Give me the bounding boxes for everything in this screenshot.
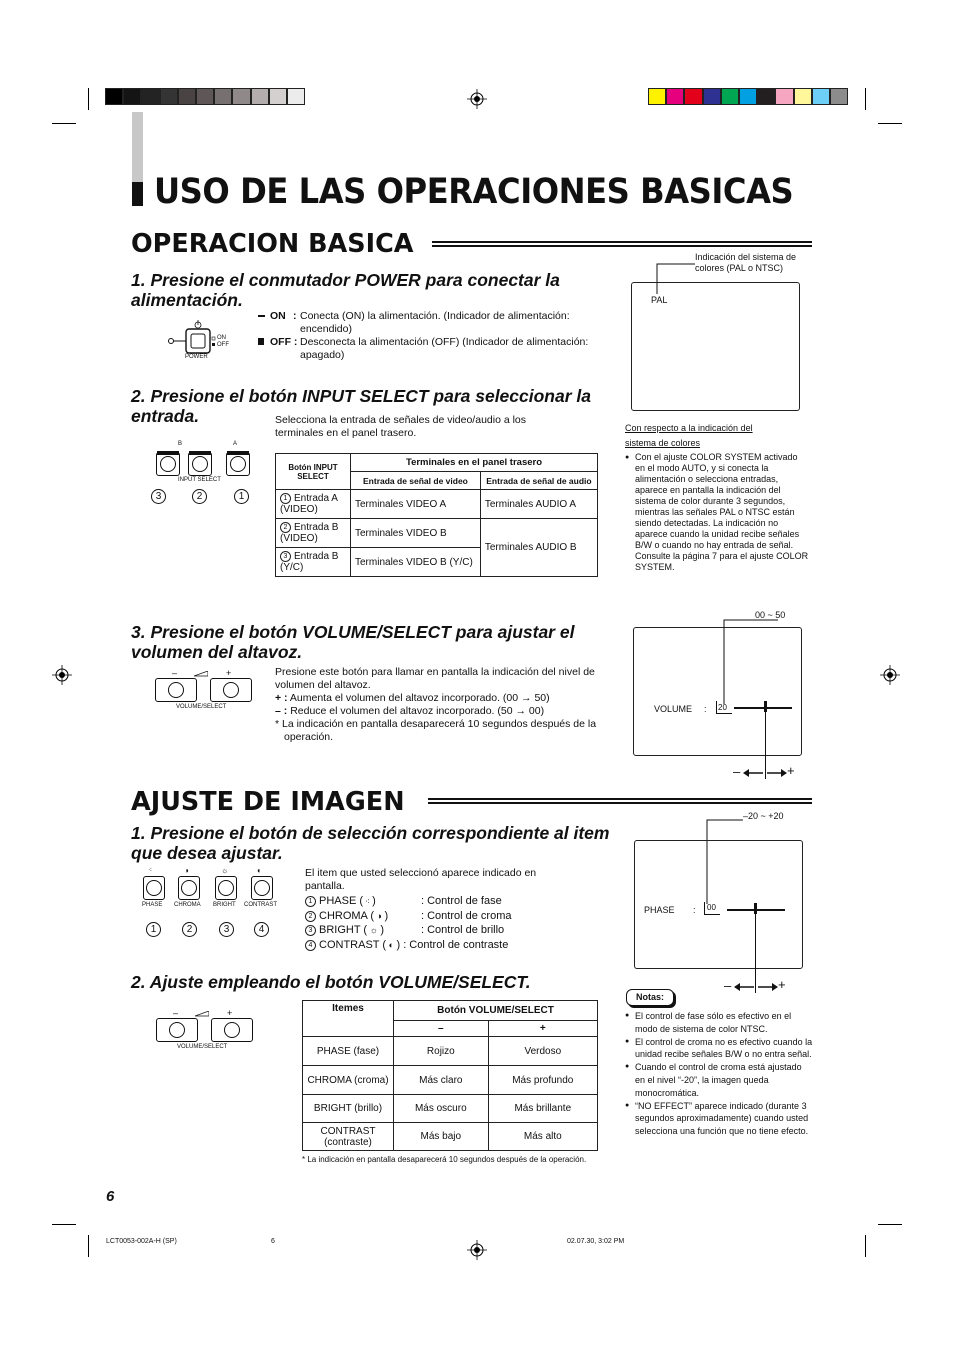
item-name: BRIGHT ( <box>319 924 368 936</box>
on-indicator-icon <box>258 315 265 317</box>
crop-mark <box>88 1235 89 1257</box>
input-button-3[interactable] <box>156 452 180 476</box>
table-header: Entrada de señal de audio <box>480 472 597 490</box>
off-key: OFF : <box>270 336 298 348</box>
footer-right: 02.07.30, 3:02 PM <box>567 1238 625 1245</box>
note-item: ● El control de croma no es efectivo cuando la unidad recibe señales B/W o no entra señal. <box>625 1036 813 1062</box>
section2-step2-title: 2. Ajuste empleando el botón VOLUME/SELECT. <box>131 972 531 992</box>
phase-osd-label: PHASE <box>644 905 675 915</box>
callout-number: 2 <box>182 922 197 937</box>
color-swatch <box>830 88 848 105</box>
on-key: ON <box>270 310 286 322</box>
item-number: 4 <box>305 940 316 951</box>
table-header: Botón VOLUME/SELECT <box>394 1001 598 1021</box>
section2-step1-title: 1. Presione el botón de selección correspondiente al item que desea ajustar. <box>131 823 610 863</box>
step1-title: 1. Presione el conmutador POWER para conectar la alimentación. <box>131 270 560 310</box>
section-heading-operacion-basica: OPERACION BASICA <box>131 229 414 259</box>
item-close: ) <box>372 895 376 907</box>
minus-label: – <box>173 1008 179 1018</box>
volume-value: 20 <box>718 703 727 712</box>
arrow-plus: + <box>787 763 795 778</box>
plus-label: + <box>227 1008 233 1018</box>
crop-mark <box>52 1224 76 1225</box>
table-header: – <box>394 1021 489 1037</box>
section-rule <box>428 798 812 804</box>
item-close: ) <box>384 909 389 922</box>
page-number: 6 <box>106 1188 115 1205</box>
input-select-diagram <box>148 440 253 506</box>
cell: Terminales AUDIO A <box>480 490 597 519</box>
pal-text: PAL <box>651 295 668 305</box>
item-number: 1 <box>305 896 316 907</box>
table-header: Botón INPUT SELECT <box>276 454 351 490</box>
contrast-icon: ◐ <box>257 866 262 875</box>
pal-screen <box>631 282 800 411</box>
power-on-desc <box>258 310 598 336</box>
volume-plus-button[interactable] <box>210 678 252 702</box>
note-item: ● Con el ajuste COLOR SYSTEM activado en el modo AUTO, y si conecta la alimentación o selecciona entradas, aparece en pantalla la indicación del sistema de color durante 3 segundos, mientras las señales PAL o NTSC están siendo detectadas. La indicación no aparece cuando la unidad recibe señales B/W o cuando no hay entrada de señal. Consulte la página 7 para el ajuste COLOR SYSTEM. <box>625 452 810 573</box>
list-item <box>305 894 585 909</box>
row-number: 2 <box>280 522 291 533</box>
table-header: Terminales en el panel trasero <box>351 454 598 472</box>
step2-desc: Selecciona la entrada de señales de video/audio a los terminales en el panel trasero. <box>275 414 527 439</box>
cell: Entrada A (VIDEO) <box>280 493 338 515</box>
volume-value-box <box>716 701 732 714</box>
gray-swatch <box>196 88 214 105</box>
chroma-button-label: CHROMA <box>174 902 201 908</box>
crop-mark <box>878 123 902 124</box>
list-item <box>305 938 585 953</box>
color-swatch <box>666 88 684 105</box>
footer-left: LCT0053-002A-H (SP) <box>106 1238 177 1245</box>
volume-select-diagram <box>155 1008 251 1052</box>
gray-swatch <box>160 88 178 105</box>
adjustment-table <box>302 1000 598 1151</box>
gray-swatch <box>251 88 269 105</box>
phase-icon: ⁖ <box>148 867 153 874</box>
row-number: 3 <box>280 551 291 562</box>
color-swatch <box>775 88 793 105</box>
title-black-bar <box>132 182 143 206</box>
item-desc: : Control de brillo <box>421 924 505 936</box>
registration-mark-icon <box>467 1240 487 1260</box>
item-desc: : Control de fase <box>421 895 502 907</box>
cell: CONTRAST (contraste) <box>303 1123 394 1151</box>
step2-title: 2. Presione el botón INPUT SELECT para seleccionar la entrada. <box>131 386 591 426</box>
gray-swatch <box>123 88 141 105</box>
cell: Terminales VIDEO B (Y/C) <box>351 548 481 577</box>
footer-mid: 6 <box>271 1238 275 1245</box>
power-label: POWER <box>185 354 208 360</box>
gray-swatch <box>178 88 196 105</box>
item-name: CHROMA ( <box>319 909 374 922</box>
step3-text <box>275 666 605 744</box>
title-gray-bar <box>132 112 143 182</box>
color-system-note <box>625 452 810 573</box>
cell: Más claro <box>394 1066 489 1095</box>
color-swatch <box>794 88 812 105</box>
registration-mark-icon <box>467 89 487 109</box>
power-off-desc <box>258 336 598 362</box>
callout-number: 1 <box>146 922 161 937</box>
chroma-icon: ◑ <box>374 910 385 921</box>
cell: Verdoso <box>488 1037 597 1066</box>
input-button-1[interactable] <box>226 452 250 476</box>
crop-mark <box>865 88 866 110</box>
label-a: A <box>233 441 238 447</box>
bright-button[interactable] <box>215 876 237 900</box>
volume-osd-label: VOLUME <box>654 704 693 714</box>
section2-step1-desc: El item que usted seleccionó aparece indicado en pantalla. <box>305 867 537 892</box>
gray-swatch <box>105 88 123 105</box>
callout-number: 1 <box>234 489 249 504</box>
section-rule <box>432 241 812 247</box>
note-item: ● “NO EFFECT” aparece indicado (durante 3 segundos aproximadamente) cuando usted selecciona una función que no tiene efecto. <box>625 1100 813 1138</box>
item-name: PHASE ( <box>319 895 364 907</box>
table-row <box>303 1095 598 1123</box>
label-b: B <box>178 441 183 447</box>
cell: Terminales AUDIO B <box>480 519 597 577</box>
callout-number: 2 <box>192 489 207 504</box>
cell: Terminales VIDEO A <box>351 490 481 519</box>
callout-number: 3 <box>151 489 166 504</box>
phase-screen <box>634 840 803 969</box>
gray-swatch <box>287 88 305 105</box>
plus-text: Aumenta el volumen del altavoz incorporado. (00 → 50) <box>289 692 550 704</box>
volume-screen <box>633 627 802 756</box>
phase-icon: ⁖ <box>363 897 373 906</box>
phase-arrows <box>724 978 788 996</box>
volume-minus-button[interactable] <box>156 1018 198 1042</box>
phase-value: 00 <box>707 903 716 912</box>
cell: CHROMA (croma) <box>303 1066 394 1095</box>
phase-range-label: –20 ~ +20 <box>743 811 784 821</box>
off-text: Desconecta la alimentación (OFF) (Indicador de alimentación: apagado) <box>300 336 589 361</box>
input-select-label: INPUT SELECT <box>178 477 221 483</box>
row-number: 1 <box>280 493 291 504</box>
table-header: Entrada de señal de video <box>351 472 481 490</box>
phase-osd-colon: : <box>693 905 696 915</box>
table-row <box>276 519 598 548</box>
item-number: 3 <box>305 925 316 936</box>
crop-mark <box>865 1235 866 1257</box>
notes-badge <box>626 989 674 1006</box>
volume-select-label: VOLUME/SELECT <box>176 704 227 710</box>
volume-select-diagram <box>154 668 250 712</box>
left-right-arrows-icon <box>743 768 787 778</box>
cell: Rojizo <box>394 1037 489 1066</box>
item-name: CONTRAST ( <box>319 938 387 951</box>
color-swatch <box>757 88 775 105</box>
minus-text: Reduce el volumen del altavoz incorporado. (50 → 00) <box>290 705 545 717</box>
crop-mark <box>878 1224 902 1225</box>
gray-swatch <box>141 88 159 105</box>
section-heading-ajuste-de-imagen: AJUSTE DE IMAGEN <box>131 787 405 817</box>
callout-number: 3 <box>219 922 234 937</box>
plus-label: + <box>226 668 232 678</box>
arrow-minus: – <box>724 978 732 993</box>
left-right-arrows-icon <box>734 982 778 992</box>
callout-number: 4 <box>254 922 269 937</box>
power-switch-diagram <box>162 317 242 363</box>
arrow-plus: + <box>778 977 786 992</box>
item-desc: ) : Control de contraste <box>396 938 509 951</box>
cell: Más bajo <box>394 1123 489 1151</box>
volume-range-label: 00 ~ 50 <box>755 610 786 620</box>
volume-plus-button[interactable] <box>211 1018 253 1042</box>
list-item <box>305 923 585 938</box>
crop-mark <box>88 88 89 110</box>
cell: Más brillante <box>488 1095 597 1123</box>
step3-title: 3. Presione el botón VOLUME/SELECT para ajustar el volumen del altavoz. <box>131 622 575 662</box>
power-on-label: ON <box>217 335 226 341</box>
cell: Más oscuro <box>394 1095 489 1123</box>
cell: PHASE (fase) <box>303 1037 394 1066</box>
color-swatch <box>721 88 739 105</box>
volume-bar <box>734 707 792 709</box>
color-swatch <box>703 88 721 105</box>
phase-button[interactable] <box>143 876 165 900</box>
color-swatch <box>739 88 757 105</box>
table-header: Itemes <box>303 1001 394 1037</box>
registration-mark-icon <box>880 665 900 685</box>
table-row <box>303 1037 598 1066</box>
cell: Entrada B (Y/C) <box>280 551 339 573</box>
volume-arrows <box>733 764 797 782</box>
picture-buttons-diagram <box>140 866 280 942</box>
contrast-button[interactable] <box>251 876 273 900</box>
table-note: * La indicación en pantalla desaparecerá 10 segundos después de la operación. <box>302 1155 587 1164</box>
bright-icon: ☼ <box>367 925 381 935</box>
on-colon: : <box>293 310 297 322</box>
contrast-button-label: CONTRAST <box>244 902 277 908</box>
note-item: ● Cuando el control de croma está ajustado en el nivel “-20”, la imagen queda monocromática. <box>625 1061 813 1099</box>
color-swatch <box>812 88 830 105</box>
cell: Entrada B (VIDEO) <box>280 522 339 544</box>
cell: Terminales VIDEO B <box>351 519 481 548</box>
arrow-minus: – <box>733 764 741 779</box>
volume-minus-button[interactable] <box>155 678 197 702</box>
item-close: ) <box>380 924 384 936</box>
cell: Más profundo <box>488 1066 597 1095</box>
color-swatch <box>684 88 702 105</box>
notes-label: Notas: <box>635 992 664 1002</box>
volume-osd-colon: : <box>704 704 707 714</box>
item-desc: : Control de croma <box>421 909 512 922</box>
gray-swatch <box>269 88 287 105</box>
phase-button-label: PHASE <box>142 902 163 908</box>
step3-desc: Presione este botón para llamar en pantalla la indicación del nivel de volumen del altavoz. <box>275 666 595 691</box>
color-swatch <box>648 88 666 105</box>
input-button-2[interactable] <box>188 452 212 476</box>
pal-callout: Indicación del sistema de colores (PAL o NTSC) <box>695 252 797 273</box>
on-text: Conecta (ON) la alimentación. (Indicador de alimentación: encendido) <box>300 310 570 335</box>
chroma-button[interactable] <box>178 876 200 900</box>
table-row <box>303 1066 598 1095</box>
phase-value-box <box>704 902 720 915</box>
input-select-table <box>275 453 598 577</box>
minus-key: – : <box>275 705 288 717</box>
table-header: + <box>488 1021 597 1037</box>
notes-list <box>625 1010 813 1138</box>
note-item: ● El control de fase sólo es efectivo en el modo de sistema de color NTSC. <box>625 1010 813 1036</box>
gray-swatch <box>232 88 250 105</box>
cell: Más alto <box>488 1123 597 1151</box>
plus-key: + : <box>275 692 288 704</box>
item-number: 2 <box>305 911 316 922</box>
color-system-note-title: Con respecto a la indicación del sistema de colores <box>625 423 753 448</box>
minus-label: – <box>172 668 178 678</box>
crop-mark <box>52 123 76 124</box>
table-row <box>276 490 598 519</box>
registration-mark-icon <box>52 665 72 685</box>
cell: BRIGHT (brillo) <box>303 1095 394 1123</box>
bright-button-label: BRIGHT <box>213 902 236 908</box>
power-off-label: OFF <box>217 342 229 348</box>
step3-note: * La indicación en pantalla desaparecerá 10 segundos después de la operación. <box>275 718 597 743</box>
table-row <box>303 1123 598 1151</box>
page-title: USO DE LAS OPERACIONES BASICAS <box>154 172 794 212</box>
contrast-icon: ◐ <box>386 939 397 950</box>
gray-swatch <box>214 88 232 105</box>
list-item <box>305 909 585 924</box>
volume-select-label: VOLUME/SELECT <box>177 1044 228 1050</box>
chroma-icon: ◑ <box>184 866 189 875</box>
off-indicator-icon <box>258 338 264 345</box>
bright-icon: ☼ <box>221 866 229 875</box>
picture-items-list <box>305 894 585 952</box>
